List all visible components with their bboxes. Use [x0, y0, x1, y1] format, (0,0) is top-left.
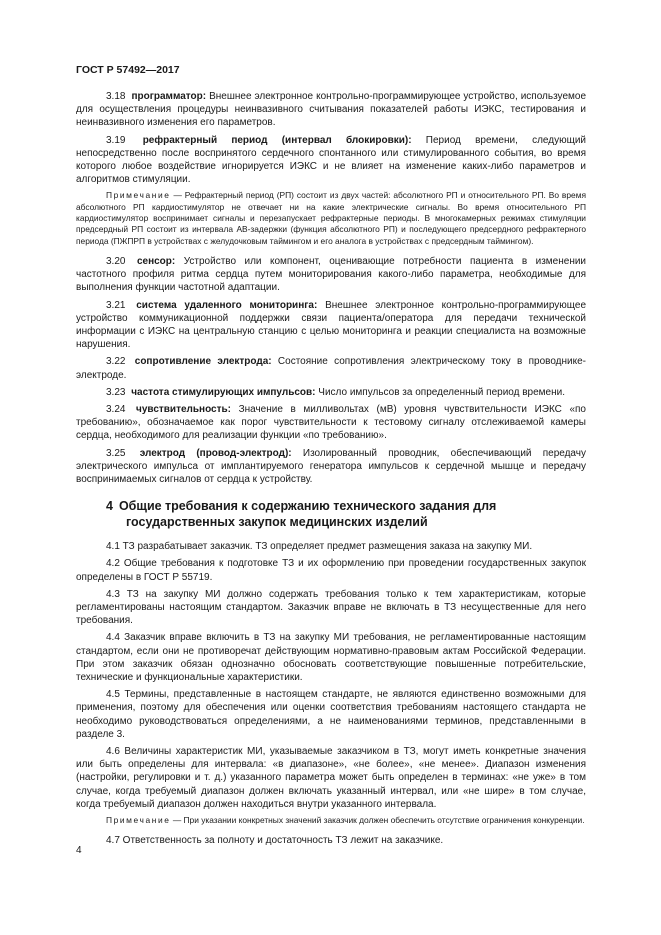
clause-4-5: 4.5 Термины, представленные в настоящем стандарте, не являются единственно возможными для применения, поэтому для обеспечения или оценки соответствия требованиям настоящего стандарта не необходимо руководствоваться определениями, а не наименованиями терминов, представленными в разделе 3. [76, 689, 586, 740]
clause-term: рефрактерный период (интервал блокировки): [142, 134, 412, 146]
note-competition [76, 815, 586, 826]
clause-4-3: 4.3 ТЗ на закупку МИ должно содержать требования только к тем характеристикам, которые регламентированы настоящим стандартом. Заказчик вправе не включать в ТЗ несущественные для него требования. [76, 588, 586, 627]
page-content [76, 90, 586, 852]
note-label: Примечание [106, 190, 171, 201]
clause-text: Период времени, следующий непосредственно после воспринятого сердечного спонтанного или стимулированного события, во время которого любое воздействие игнорируется ИЭКС и не влияет на изменение каких-либо параметров и алгоритмов стимуляции. [76, 134, 586, 186]
clause-text: Изолированный проводник, обеспечивающий передачу электрического импульса от имплантируемого генератора импульсов к сердечной мышце и передачу воспринимаемых сигналов от сердца к устройству. [76, 447, 586, 485]
clause-number: 3.25 [106, 447, 126, 459]
note-refractory [76, 190, 586, 246]
clause-3-20 [76, 255, 586, 295]
note-text: — Рефрактерный период (РП) состоит из двух частей: абсолютного РП и относительного РП. Во время абсолютного РП кардиостимулятор не отвечает ни на какие электрические сигналы. Во время относительного РП кардиостимулятор воспринимает сигналы и перезапускает рефрактерные периоды. В многокамерных режимах стимуляции предсердный РП состоит из интервала АВ-задержки (функция абсолютного РП) и последующего предсердного рефрактерного периода (ПЖПРП в устройствах с желудочковым таймингом и его аналога в устройствах с предсердным таймингом). [76, 190, 586, 246]
clause-number: 3.19 [106, 134, 126, 146]
clause-number: 3.18 [106, 91, 126, 102]
clause-term: чувствительность: [136, 403, 231, 415]
document-header: ГОСТ Р 57492—2017 [76, 64, 180, 76]
clause-number: 3.20 [106, 255, 126, 267]
note-text: — При указании конкретных значений заказчик должен обеспечить отсутствие ограничения конкуренции. [172, 815, 585, 826]
clause-text: Состояние сопротивления электрическому току в проводнике-электроде. [76, 356, 586, 381]
clause-text: Число импульсов за определенный период времени. [318, 386, 566, 398]
clause-term: электрод (провод-электрод): [139, 447, 292, 459]
section-title: Общие требования к содержанию технического задания для государственных закупок медицинских изделий [118, 499, 497, 530]
clause-4-2: 4.2 Общие требования к подготовке ТЗ и их оформлению при проведении государственных закупок определены в ГОСТ Р 55719. [76, 558, 586, 583]
clause-term: программатор: [131, 91, 207, 102]
section-4-heading [76, 498, 586, 530]
clause-4-7: 4.7 Ответственность за полноту и достаточность ТЗ лежит на заказчике. [106, 835, 444, 847]
clause-term: частота стимулирующих импульсов: [131, 386, 316, 398]
clause-3-25 [76, 447, 586, 487]
clause-3-23 [76, 386, 586, 399]
clause-text: Внешнее электронное контрольно-программирующее устройство коммуникационной поддержки связи пациента/оператора для передачи технической информации с ИЭКС на центральную станцию с целью мониторинга и реакции специалиста на возможные нарушения. [76, 299, 587, 351]
section-number: 4 [106, 499, 113, 514]
clause-4-4: 4.4 Заказчик вправе включить в ТЗ на закупку МИ требования, не регламентированные настоящим стандартом, если они не противоречат действующим нормативно-правовым актам Российской Федерации. При этом заказчик обязан однозначно обосновать соответствующие повышенные потребительские, технические и функциональные характеристики. [76, 632, 586, 683]
clause-3-19 [76, 134, 586, 187]
clause-text: Внешнее электронное контрольно-программирующее устройство, используемое для осуществления процедуры неинвазивного считывания показателей работы ИЭКС, тестирования и неинвазивного изменения его параметров. [76, 91, 587, 129]
clause-term: система удаленного мониторинга: [136, 299, 318, 311]
note-label: Примечание [106, 815, 171, 826]
clause-number: 3.23 [106, 386, 126, 398]
clause-text: Устройство или компонент, оценивающие потребности пациента в изменении частотного профиля ритма сердца путем мониторирования какого-либо параметра, необходимые для выполнения функции частотной адаптации. [76, 255, 587, 294]
clause-number: 3.22 [106, 356, 126, 368]
clause-number: 3.24 [106, 403, 126, 415]
clause-number: 3.21 [106, 299, 126, 311]
clause-4-6: 4.6 Величины характеристик МИ, указываемые заказчиком в ТЗ, могут иметь конкретные значения или быть определены для интервала: «в диапазоне», «не более», «не менее». Диапазон изменения (настройки, регулировки и т. д.) указанного параметра может быть определен в терминах: «не уже» в том случае, когда требуемый диапазон должен включать указанный интервал, или «не шире» в том случае, когда требуемый диапазон должен находиться внутри указанного интервала. [76, 746, 586, 810]
clause-3-18 [76, 90, 586, 130]
clause-term: сопротивление электрода: [134, 356, 272, 368]
clause-text: Значение в милливольтах (мВ) уровня чувствительности ИЭКС «по требованию», обозначаемое как порог чувствительности к тестовому сигналу отслеживаемой камеры сердца, необходимого для реализации функции «по требованию». [76, 403, 586, 442]
page-number: 4 [76, 845, 82, 856]
clause-term: сенсор: [136, 255, 176, 267]
clause-3-22 [76, 355, 586, 381]
clause-4-1: 4.1 ТЗ разрабатывает заказчик. ТЗ определяет предмет размещения заказа на закупку МИ. [106, 541, 533, 553]
clause-3-21 [76, 299, 586, 352]
clause-3-24 [76, 403, 586, 443]
